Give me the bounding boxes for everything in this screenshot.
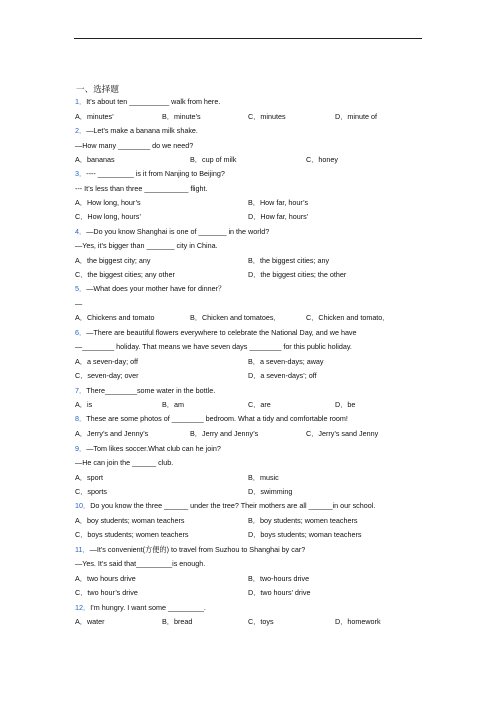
option-d[interactable]: D．a seven-days’; off <box>248 371 317 380</box>
option-b[interactable]: B．Jerry and Jenny’s <box>190 429 259 438</box>
option-a[interactable]: A．is <box>75 400 93 409</box>
option-d[interactable]: D．How far, hours’ <box>248 212 309 221</box>
option-d[interactable]: D．swimming <box>248 487 293 496</box>
option-b[interactable]: B．boy students; women teachers <box>248 516 358 525</box>
option-c[interactable]: C．seven-day; over <box>75 371 139 380</box>
option-b[interactable]: B．bread <box>162 617 193 626</box>
question-number: 4． <box>75 227 87 236</box>
question-11-stem-line2: —Yes. It’s said that_________is enough. <box>75 559 206 568</box>
option-c[interactable]: C．the biggest cities; any other <box>75 270 175 279</box>
option-c[interactable]: C．are <box>248 400 271 409</box>
question-number: 12． <box>75 603 91 612</box>
question-4-stem <box>75 227 269 237</box>
question-11-stem <box>75 545 305 555</box>
question-5-stem-line2: — <box>75 299 83 308</box>
option-c[interactable]: C．minutes <box>248 112 286 121</box>
option-c[interactable]: C．boys students; women teachers <box>75 530 189 539</box>
question-9-stem-line2: —He can join the ______ club. <box>75 458 174 467</box>
question-number: 8． <box>75 414 87 423</box>
option-a[interactable]: A．bananas <box>75 155 115 164</box>
option-d[interactable]: D．the biggest cities; the other <box>248 270 347 279</box>
question-2-stem <box>75 126 198 136</box>
option-d[interactable]: D．two hours’ drive <box>248 588 311 597</box>
option-d[interactable]: D．be <box>335 400 356 409</box>
option-c[interactable]: C．Chicken and tomato． <box>306 313 390 322</box>
question-12-stem <box>75 603 206 613</box>
option-a[interactable]: A．water <box>75 617 105 626</box>
option-b[interactable]: B．cup of milk <box>190 155 237 164</box>
question-6-stem <box>75 328 357 338</box>
question-4-stem-line2: —Yes, it’s bigger than _______ city in China. <box>75 241 218 250</box>
option-c[interactable]: C．honey <box>306 155 338 164</box>
option-b[interactable]: B．a seven-days; away <box>248 357 324 366</box>
question-5-stem <box>75 284 225 294</box>
option-c[interactable]: C．Jerry’s sand Jenny <box>306 429 379 438</box>
option-d[interactable]: D．homework <box>335 617 381 626</box>
option-a[interactable]: A．minutes’ <box>75 112 114 121</box>
option-a[interactable]: A．How long, hour’s <box>75 198 141 207</box>
question-text: ---- _________ is it from Nanjing to Beijing? <box>86 169 225 178</box>
question-text: —It’s convenient(方便的) to travel from Suzhou to Shanghai by car? <box>89 545 306 554</box>
question-number: 3． <box>75 169 87 178</box>
question-text: I’m hungry. I want some _________. <box>90 603 206 612</box>
option-a[interactable]: A．a seven-day; off <box>75 357 138 366</box>
question-1-stem <box>75 97 220 107</box>
question-text: It’s about ten __________ walk from here. <box>86 97 221 106</box>
question-6-stem-line2: —________ holiday. That means we have seven days ________ for this public holiday. <box>75 342 352 351</box>
option-b[interactable]: B．How far, hour’s <box>248 198 309 207</box>
option-c[interactable]: C．How long, hours’ <box>75 212 141 221</box>
option-b[interactable]: B．two-hours drive <box>248 574 310 583</box>
question-text: —There are beautiful flowers everywhere to celebrate the National Day, and we have <box>86 328 357 337</box>
header-rule <box>74 38 422 39</box>
question-number: 7． <box>75 386 87 395</box>
option-c[interactable]: C．toys <box>248 617 274 626</box>
question-number: 2． <box>75 126 87 135</box>
question-text: There________some water in the bottle. <box>86 386 216 395</box>
option-a[interactable]: A．sport <box>75 473 103 482</box>
question-number: 11． <box>75 545 90 554</box>
question-text: —Tom likes soccer.What club can he join? <box>86 444 221 453</box>
question-text: —Let’s make a banana milk shake. <box>86 126 198 135</box>
question-text: Do you know the three ______ under the tree? Their mothers are all ______in our school. <box>90 501 376 510</box>
option-b[interactable]: B．music <box>248 473 279 482</box>
option-d[interactable]: D．minute of <box>335 112 377 121</box>
question-number: 5． <box>75 284 87 293</box>
question-3-stem-line2: --- It’s less than three ___________ flight. <box>75 184 208 193</box>
question-number: 1． <box>75 97 87 106</box>
option-c[interactable]: C．sports <box>75 487 107 496</box>
option-c[interactable]: C．two hour’s drive <box>75 588 138 597</box>
option-d[interactable]: D．boys students; woman teachers <box>248 530 362 539</box>
question-3-stem <box>75 169 225 179</box>
option-a[interactable]: A．Jerry’s and Jenny’s <box>75 429 149 438</box>
question-number: 6． <box>75 328 87 337</box>
question-text: —Do you know Shanghai is one of _______ in the world? <box>86 227 270 236</box>
option-b[interactable]: B．minute’s <box>162 112 201 121</box>
option-b[interactable]: B．Chicken and tomatoes． <box>190 313 281 322</box>
question-number: 10． <box>75 501 91 510</box>
option-a[interactable]: A．boy students; woman teachers <box>75 516 185 525</box>
question-text: These are some photos of ________ bedroom. What a tidy and comfortable room! <box>86 414 348 423</box>
option-a[interactable]: A．the biggest city; any <box>75 256 151 265</box>
question-number: 9． <box>75 444 87 453</box>
question-9-stem <box>75 444 221 454</box>
question-10-stem <box>75 501 375 511</box>
question-2-stem-line2: —How many ________ do we need? <box>75 141 194 150</box>
question-8-stem <box>75 414 348 424</box>
option-a[interactable]: A．Chickens and tomato <box>75 313 155 322</box>
option-b[interactable]: B．the biggest cities; any <box>248 256 330 265</box>
question-7-stem <box>75 386 215 396</box>
option-a[interactable]: A．two hours drive <box>75 574 136 583</box>
option-b[interactable]: B．am <box>162 400 184 409</box>
question-text: —What does your mother have for dinner？ <box>86 284 226 293</box>
section-title: 一、选择题 <box>76 84 119 94</box>
